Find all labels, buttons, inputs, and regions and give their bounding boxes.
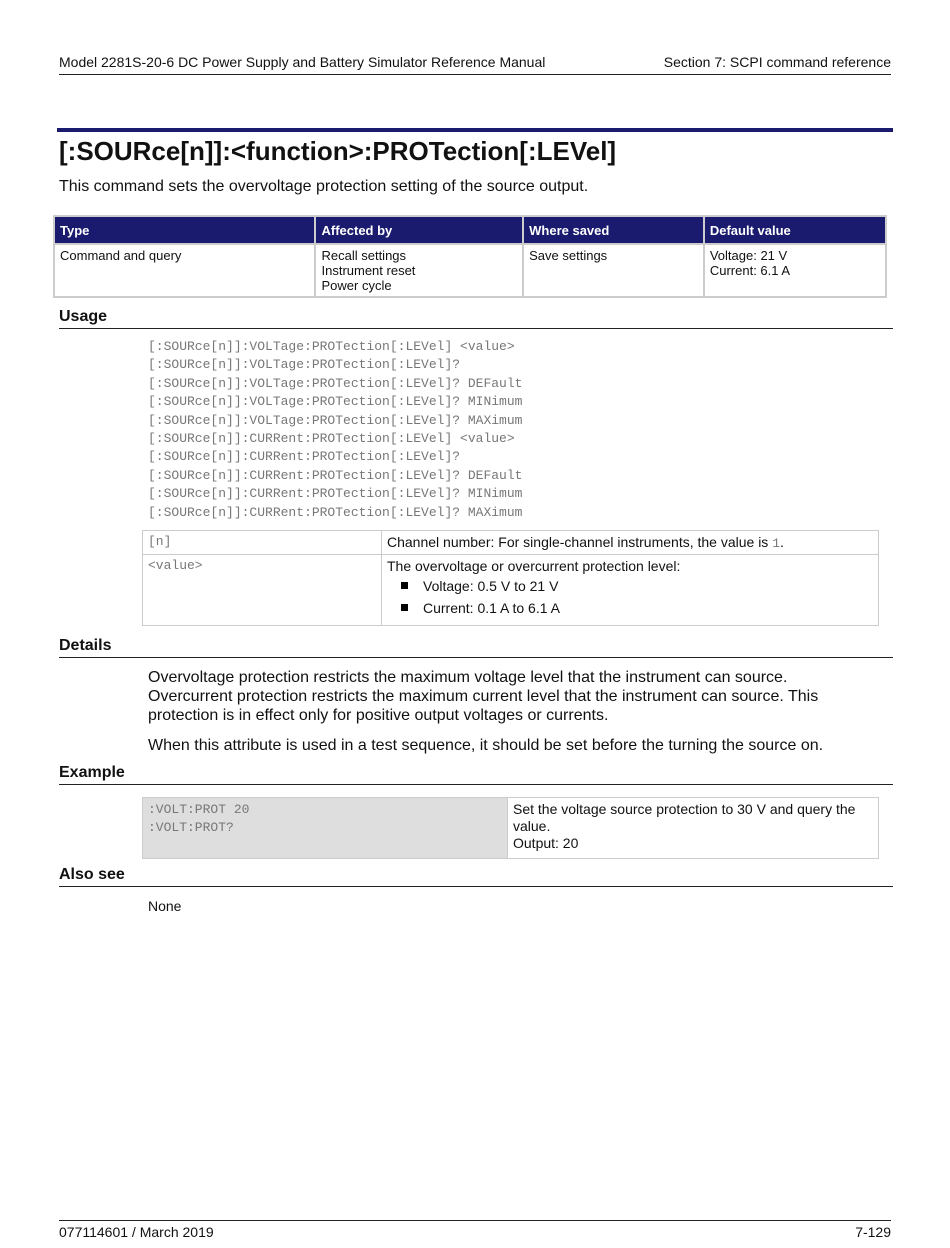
- usage-code-block: [148, 338, 522, 522]
- details-paragraph-1: Overvoltage protection restricts the maximum voltage level that the instrument can source. Overcurrent protection restricts the maximum current level that the instrument can source. This protection is in effect only for positive output voltages or currents.: [148, 669, 819, 724]
- usage-line: [:SOURce[n]]:CURRent:PROTection[:LEVel]? MINimum: [148, 486, 523, 502]
- affected-by-item: Recall settings: [321, 248, 407, 263]
- param-value-list: [387, 578, 873, 616]
- header-manual-title: Model 2281S-20-6 DC Power Supply and Battery Simulator Reference Manual: [59, 54, 546, 70]
- usage-line: [:SOURce[n]]:VOLTage:PROTection[:LEVel] <value>: [148, 339, 515, 354]
- also-see-text: None: [148, 898, 182, 914]
- default-value-item: Voltage: 21 V: [709, 248, 788, 263]
- col-header-where-saved: Where saved: [523, 216, 704, 244]
- also-see-heading: Also see: [59, 866, 893, 887]
- parameters-table: [142, 530, 879, 626]
- header-section-title: Section 7: SCPI command reference: [663, 54, 891, 70]
- param-n-desc: [382, 531, 879, 555]
- affected-by-item: Instrument reset: [321, 263, 416, 278]
- example-explanation: [508, 798, 879, 859]
- usage-line: [:SOURce[n]]:CURRent:PROTection[:LEVel]? MAXimum: [148, 504, 523, 520]
- page-footer: [59, 1220, 891, 1240]
- param-n-desc-suffix: .: [780, 534, 784, 550]
- usage-line: [:SOURce[n]]:CURRent:PROTection[:LEVel] <value>: [148, 431, 515, 447]
- example-code-line: :VOLT:PROT 20: [148, 802, 250, 817]
- where-saved-cell: Save settings: [523, 244, 704, 297]
- param-value-desc: [382, 555, 879, 626]
- command-description: This command sets the overvoltage protection setting of the source output.: [59, 178, 589, 195]
- list-item: Voltage: 0.5 V to 21 V: [401, 578, 873, 594]
- table-row: [54, 244, 886, 297]
- usage-line: [:SOURce[n]]:VOLTage:PROTection[:LEVel]? MINimum: [148, 394, 523, 410]
- table-row: [143, 531, 879, 555]
- example-table: [142, 797, 879, 859]
- page-header: [59, 54, 891, 75]
- details-heading: Details: [59, 637, 893, 658]
- affected-by-cell: [315, 244, 523, 297]
- example-output: Output: 20: [513, 835, 579, 851]
- param-n-desc-text: Channel number: For single-channel instruments, the value is: [387, 534, 773, 550]
- list-item: Current: 0.1 A to 6.1 A: [401, 600, 873, 616]
- example-explanation-text: Set the voltage source protection to 30 V and query the value.: [513, 801, 856, 834]
- usage-line: [:SOURce[n]]:VOLTage:PROTection[:LEVel]? MAXimum: [148, 412, 523, 428]
- example-code-line: :VOLT:PROT?: [148, 820, 234, 835]
- usage-heading: Usage: [59, 308, 893, 329]
- table-row: [143, 798, 879, 859]
- col-header-affected-by: Affected by: [315, 216, 523, 244]
- usage-line: [:SOURce[n]]:VOLTage:PROTection[:LEVel]?: [148, 357, 461, 373]
- param-n-key: [n]: [143, 531, 382, 555]
- page-number: 7-129: [855, 1224, 891, 1240]
- col-header-default-value: Default value: [704, 216, 886, 244]
- page-title: [:SOURce[n]]:<function>:PROTection[:LEVel]: [59, 136, 617, 166]
- col-header-type: Type: [54, 216, 315, 244]
- example-heading: Example: [59, 764, 893, 785]
- param-value-key: <value>: [143, 555, 382, 626]
- example-code: [143, 798, 508, 859]
- attributes-table: [53, 215, 887, 298]
- footer-doc-number: 077114601 / March 2019: [59, 1224, 214, 1240]
- default-value-cell: [704, 244, 886, 297]
- usage-line: [:SOURce[n]]:CURRent:PROTection[:LEVel]? DEFault: [148, 467, 523, 483]
- type-cell: Command and query: [54, 244, 315, 297]
- table-row: [143, 555, 879, 626]
- param-value-desc-text: The overvoltage or overcurrent protection level:: [387, 558, 681, 574]
- details-paragraph-2: When this attribute is used in a test sequence, it should be set before the turning the source on.: [148, 737, 824, 754]
- usage-line: [:SOURce[n]]:CURRent:PROTection[:LEVel]?: [148, 449, 461, 465]
- affected-by-item: Power cycle: [321, 278, 392, 293]
- title-rule: [57, 128, 893, 132]
- param-n-desc-value: 1: [772, 536, 781, 551]
- default-value-item: Current: 6.1 A: [709, 263, 791, 278]
- usage-line: [:SOURce[n]]:VOLTage:PROTection[:LEVel]? DEFault: [148, 375, 523, 391]
